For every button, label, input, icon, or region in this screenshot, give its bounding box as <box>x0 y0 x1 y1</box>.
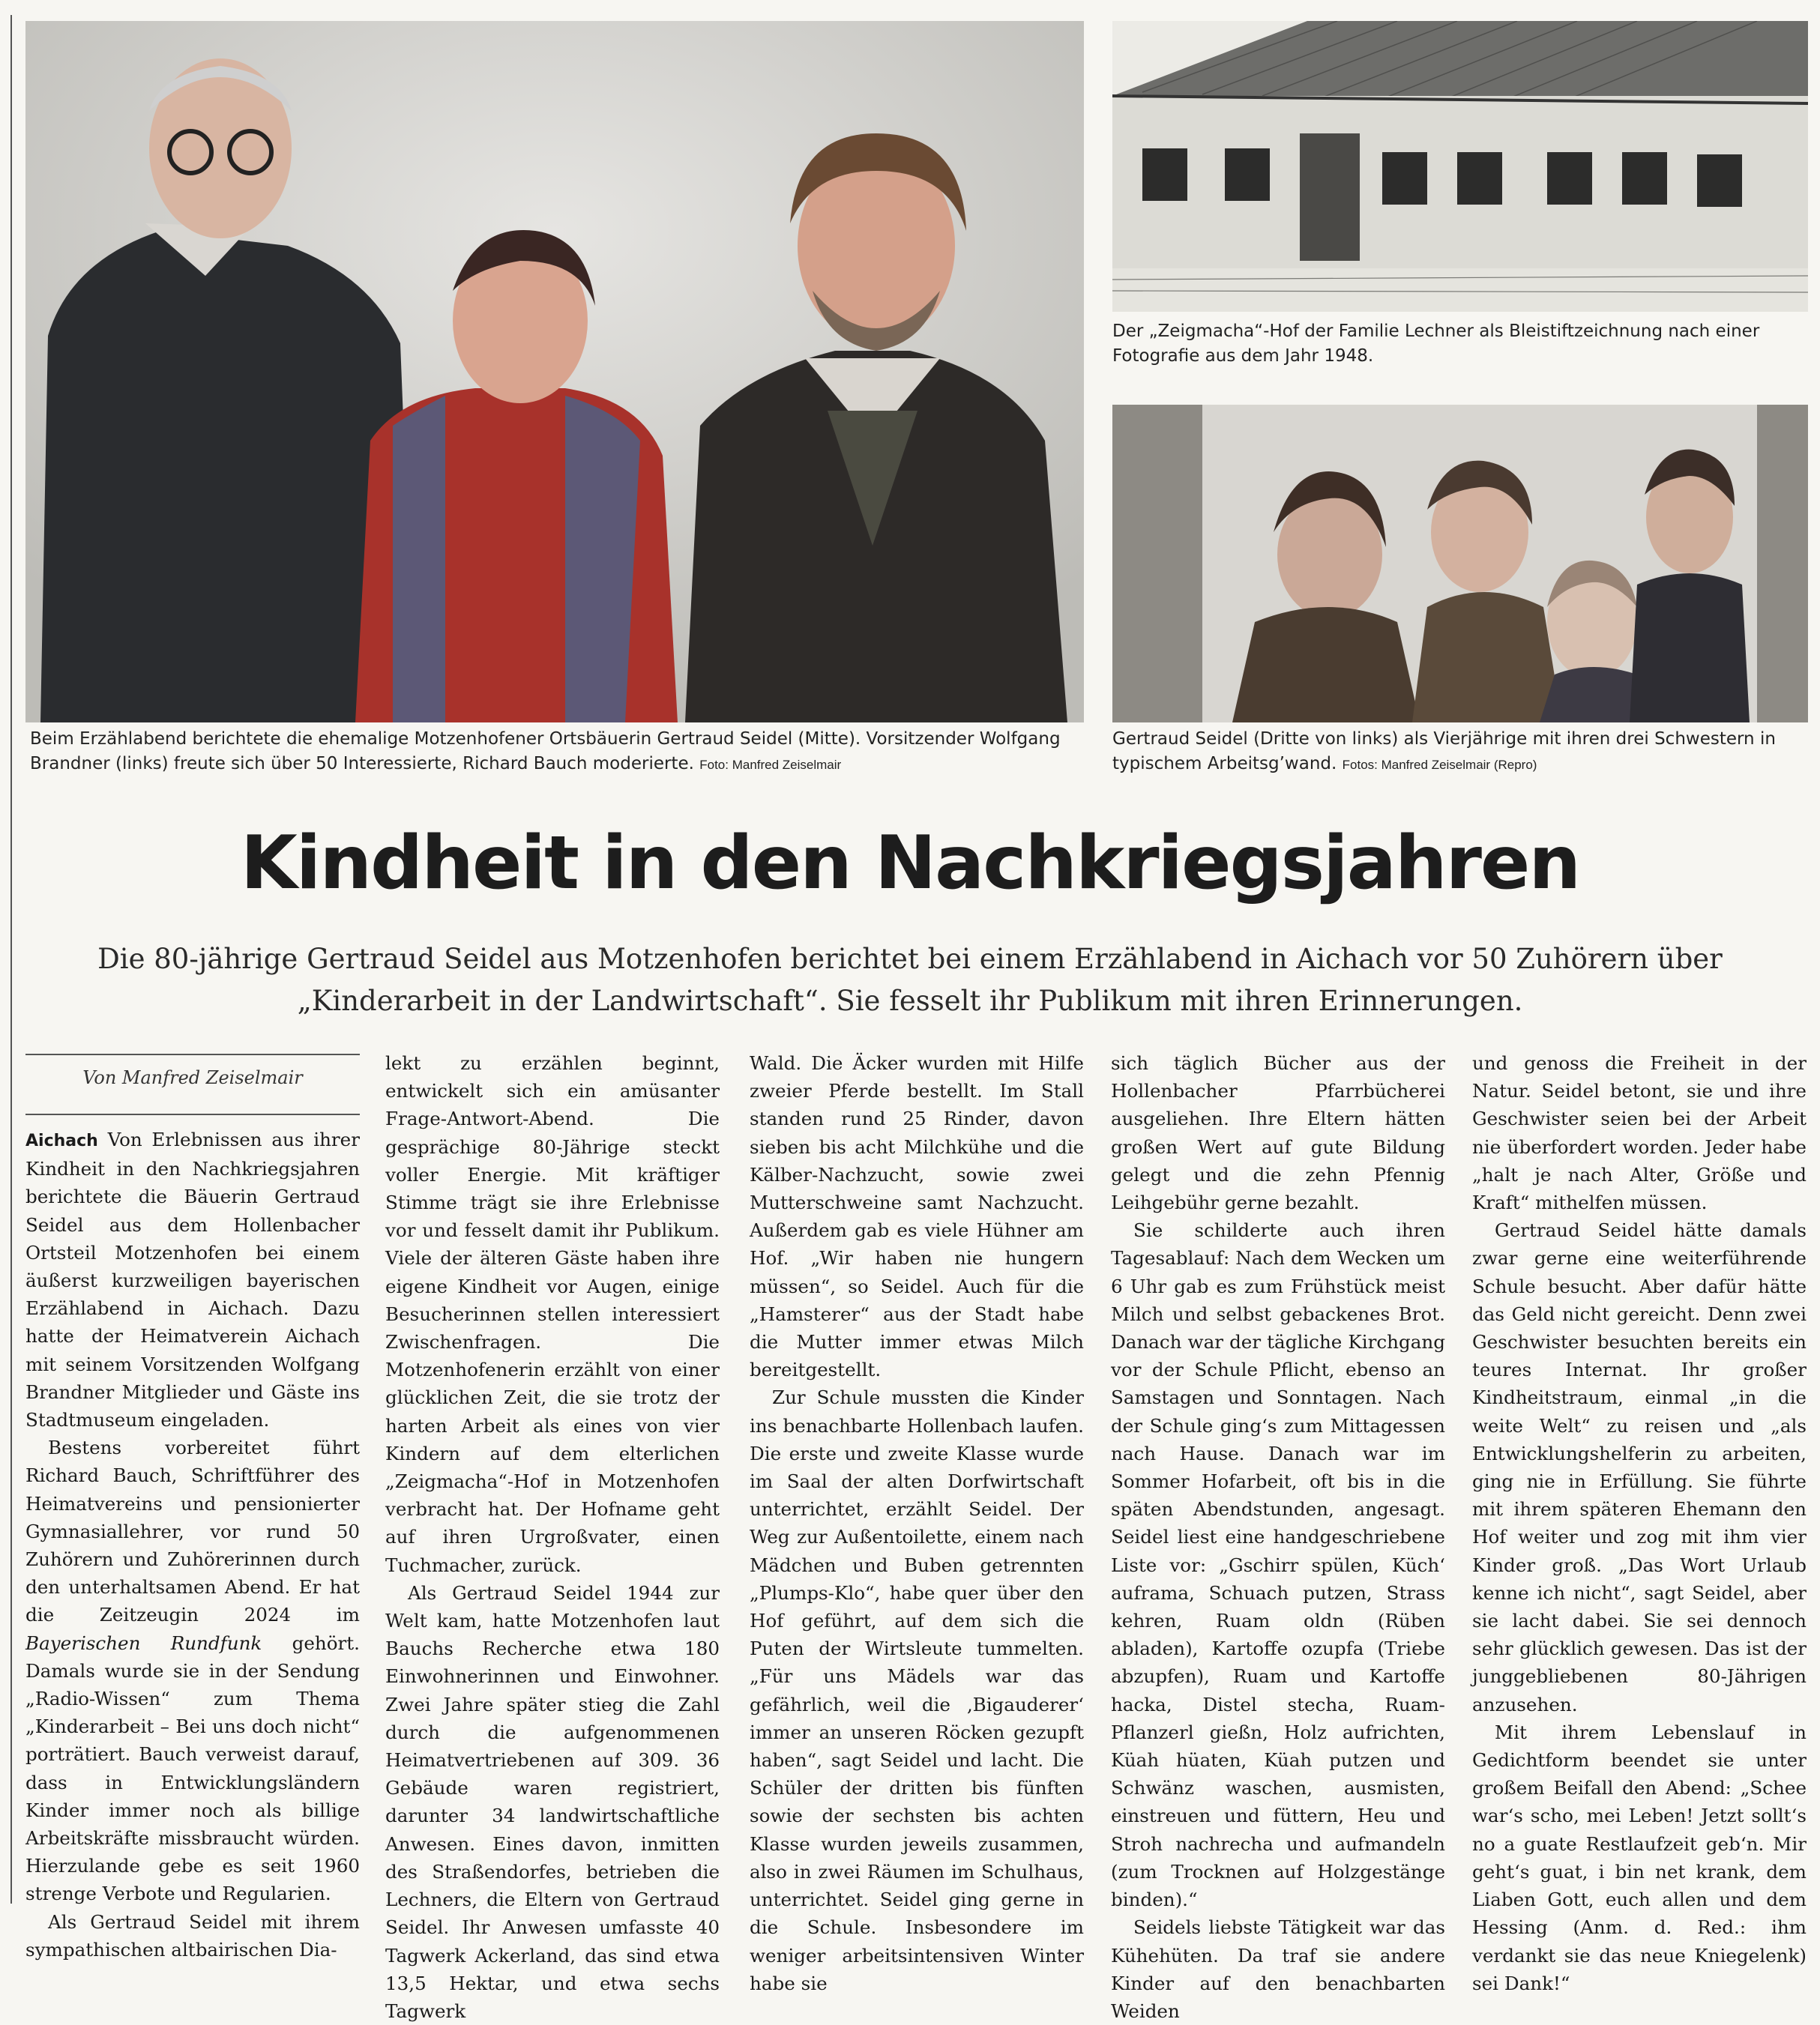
sisters-caption-text: Gertraud Seidel (Dritte von links) als Vierjährige mit ihren drei Schwestern in typischem Arbeitsg’wand. <box>1112 729 1776 773</box>
paragraph: sich täglich Bücher aus der Hollenbacher Pfarrbücherei ausgeliehen. Ihre Eltern hätten großen Wert auf gute Bildung gelegt und die zehn Pfennig Leihgebühr gerne bezahlt. <box>1111 1052 1445 1214</box>
paragraph: Gertraud Seidel hätte damals zwar gerne eine weiterführende Schule besucht. Aber dafür hätte das Geld nicht gereicht. Denn zwei Geschwister besuchten bereits ein teures Internat. Ihr großer Kindheitstraum, einmal „in die weite Welt“ zu reisen und „als Entwicklungshelferin zu arbeiten, ging nie in Erfüllung. Sie führte mit ihrem späteren Ehemann den Hof weiter und zog mit ihm vier Kinder groß. „Das Wort Urlaub kenne ich nicht“, sagt Seidel, aber sie lacht dabei. Sie sei dennoch sehr glücklich gewesen. Das ist der junggebliebenen 80-Jährigen anzusehen. <box>1472 1219 1807 1715</box>
page-margin-rule <box>10 15 12 1904</box>
article-column-3 <box>750 1049 1084 1997</box>
paragraph: Seidels liebste Tätigkeit war das Kühehüten. Da traf sie andere Kinder auf den benachbarten Weiden <box>1111 1916 1445 2022</box>
main-photo <box>25 21 1084 722</box>
article-column-1 <box>25 1126 360 1964</box>
paragraph: Mit ihrem Lebenslauf in Gedichtform beendet sie unter großem Beifall den Abend: „Schee war‘s scho, mei Leben! Jetzt sollt‘s no a guate Restlaufzeit geb‘n. Mir geht‘s guat, i bin net krank, dem Liaben Gott, euch allen und dem Hessing (Anm. d. Red.: ihm verdankt sie das neue Kniegelenk) sei Dank!“ <box>1472 1721 1807 1994</box>
paragraph-text: Von Erlebnissen aus ihrer Kindheit in den Nachkriegsjahren berichtete die Bäuerin Gertraud Seidel aus dem Hollenbacher Ortsteil Motzenhofen bei einem äußerst kurzweiligen bayerischen Erzählabend in Aichach. Dazu hatte der Heimatverein Aichach mit seinem Vorsitzenden Wolfgang Brandner Mitglieder und Gäste ins Stadtmuseum eingeladen. <box>25 1129 360 1431</box>
main-caption-text: Beim Erzählabend berichtete die ehemalige Motzenhofener Ortsbäuerin Gertraud Seidel (Mitte). Vorsitzender Wolfgang Brandner (links) freute sich über 50 Interessierte, Richard Bauch moderierte. <box>30 729 1061 773</box>
paragraph: lekt zu erzählen beginnt, entwickelt sich ein amüsanter Frage-Antwort-Abend. Die gesprächige 80-Jährige steckt voller Energie. Mit kräftiger Stimme trägt sie ihre Erlebnisse vor und fesselt damit ihr Publikum. Viele der älteren Gäste haben ihre eigene Kindheit vor Augen, einige Besucherinnen stellen interessiert Zwischenfragen. Die Motzenhofenerin erzählt von einer glücklichen Zeit, die sie trotz der harten Arbeit als eines von vier Kindern auf dem elterlichen „Zeigmacha“-Hof in Motzenhofen verbracht hat. Der Hofname geht auf ihren Urgroßvater, einen Tuchmacher, zurück. <box>385 1052 720 1576</box>
article-headline: Kindheit in den Nachkriegsjahren <box>240 821 1580 906</box>
paragraph: Als Gertraud Seidel 1944 zur Welt kam, hatte Motzenhofen laut Bauchs Recherche etwa 180 Einwohnerinnen und Einwohner. Zwei Jahre später stieg die Zahl durch die aufgenommenen Heimatvertriebenen auf 309. 36 Gebäude waren registriert, darunter 34 landwirtschaftliche Anwesen. Eines davon, inmitten des Straßendorfes, betrieben die Lechners, die Eltern von Gertraud Seidel. Ihr Anwesen umfasste 40 Tagwerk Ackerland, das sind etwa 13,5 Hektar, und etwa sechs Tagwerk <box>385 1581 720 2022</box>
sisters-photo <box>1112 405 1808 722</box>
main-photo-credit: Foto: Manfred Zeiselmair <box>699 758 842 772</box>
sisters-photo-credit: Fotos: Manfred Zeiselmair (Repro) <box>1342 758 1537 772</box>
paragraph: Zur Schule mussten die Kinder ins benachbarte Hollenbach laufen. Die erste und zweite Klasse wurde im Saal der alten Dorfwirtschaft unterrichtet, erzählt Seidel. Der Weg zur Außentoilette, einem nach Mädchen und Buben getrennten „Plumps-Klo“, habe quer über den Hof geführt, auf dem sich die Puten der Wirtsleute tummelten. „Für uns Mädels war das gefährlich, weil die ‚Bigauderer‘ immer an unseren Röcken gezupft haben“, sagt Seidel und lacht. Die Schüler der dritten bis fünften sowie der sechsten bis achten Klasse wurden jeweils zusammen, also in zwei Räumen im Schulhaus, unterrichtet. Seidel ging gerne in die Schule. Insbesondere im weniger arbeitsintensiven Winter habe sie <box>750 1386 1084 1994</box>
article-subhead: Die 80-jährige Gertraud Seidel aus Motzenhofen berichtet bei einem Erzählabend in Aichach vor 50 Zuhörern über „Kinderarbeit in der Landwirtschaft“. Sie fesselt ihr Publikum mit ihren Erinnerungen. <box>97 943 1723 1017</box>
farmhouse-sketch-illustration <box>1112 21 1808 312</box>
paragraph: Wald. Die Äcker wurden mit Hilfe zweier Pferde bestellt. Im Stall standen rund 25 Rinder, davon sieben bis acht Milchkühe und die Kälber-Nachzucht, sowie zwei Mutterschweine samt Nachzucht. Außerdem gab es viele Hühner am Hof. „Wir haben nie hungern müssen“, so Seidel. Auch für die „Hamsterer“ aus der Stadt habe die Mutter immer etwas Milch bereitgestellt. <box>750 1052 1084 1381</box>
main-photo-illustration <box>25 21 1084 722</box>
sisters-photo-illustration <box>1112 405 1808 722</box>
dateline: Aichach <box>25 1132 98 1150</box>
byline-rule-top <box>25 1054 360 1055</box>
paragraph: Sie schilderte auch ihren Tagesablauf: Nach dem Wecken um 6 Uhr gab es zum Frühstück meist Milch und selbst gebackenes Brot. Danach war der tägliche Kirchgang vor der Schule Pflicht, ebenso an Samstagen und Sonntagen. Nach der Schule ging‘s zum Mittagessen nach Hause. Danach war im Sommer Hofarbeit, oft bis in die späten Abendstunden, angesagt. Seidel liest eine handgeschriebene Liste vor: „Gschirr spülen, Küch‘ auframa, Schuach putzen, Strass kehren, Ruam oldn (Rüben abladen), Kartoffe ozupfa (Triebe abzupfen), Ruam und Kartoffe hacka, Distel stecha, Ruam-Pflanzerl gießn, Holz aufrichten, Küah hüaten, Küah putzen und Schwänz waschen, ausmisten, einstreuen und füttern, Heu und Stroh nachrecha und aufmandeln (zum Trocknen auf Holzgestänge binden).“ <box>1111 1219 1445 1911</box>
sisters-caption <box>1112 727 1808 777</box>
paragraph-text: Bestens vorbereitet führt Richard Bauch, Schriftführer des Heimatvereins und pensionierter Gymnasiallehrer, vor rund 50 Zuhörern und Zuhörerinnen durch den unterhaltsamen Abend. Er hat die Zeitzeugin 2024 im <box>25 1437 360 1626</box>
farmhouse-sketch <box>1112 21 1808 312</box>
paragraph: Als Gertraud Seidel mit ihrem sympathischen altbairischen Dia- <box>25 1910 360 1961</box>
article-column-5 <box>1472 1049 1807 1997</box>
paragraph <box>25 1434 360 1907</box>
byline-rule-bottom <box>25 1114 360 1115</box>
main-photo-caption <box>30 727 1079 777</box>
emphasis-text: Bayerischen Rundfunk <box>25 1632 262 1654</box>
paragraph <box>25 1126 360 1434</box>
sketch-caption: Der „Zeigmacha“-Hof der Familie Lechner als Bleistiftzeichnung nach einer Fotografie aus dem Jahr 1948. <box>1112 322 1760 366</box>
article-column-2 <box>385 1049 720 2025</box>
article-byline: Von Manfred Zeiselmair <box>82 1067 303 1088</box>
paragraph-text: gehört. Damals wurde sie in der Sendung „Radio-Wissen“ zum Thema „Kinderarbeit – Bei uns doch nicht“ porträtiert. Bauch verweist darauf, dass in Entwicklungsländern Kinder immer noch als billige Arbeitskräfte missbraucht würden. Hierzulande gebe es seit 1960 strenge Verbote und Regularien. <box>25 1632 360 1905</box>
paragraph: und genoss die Freiheit in der Natur. Seidel betont, sie und ihre Geschwister seien bei der Arbeit nie überfordert worden. Jeder habe „halt je nach Alter, Größe und Kraft“ mithelfen müssen. <box>1472 1052 1807 1214</box>
article-column-4 <box>1111 1049 1445 2025</box>
